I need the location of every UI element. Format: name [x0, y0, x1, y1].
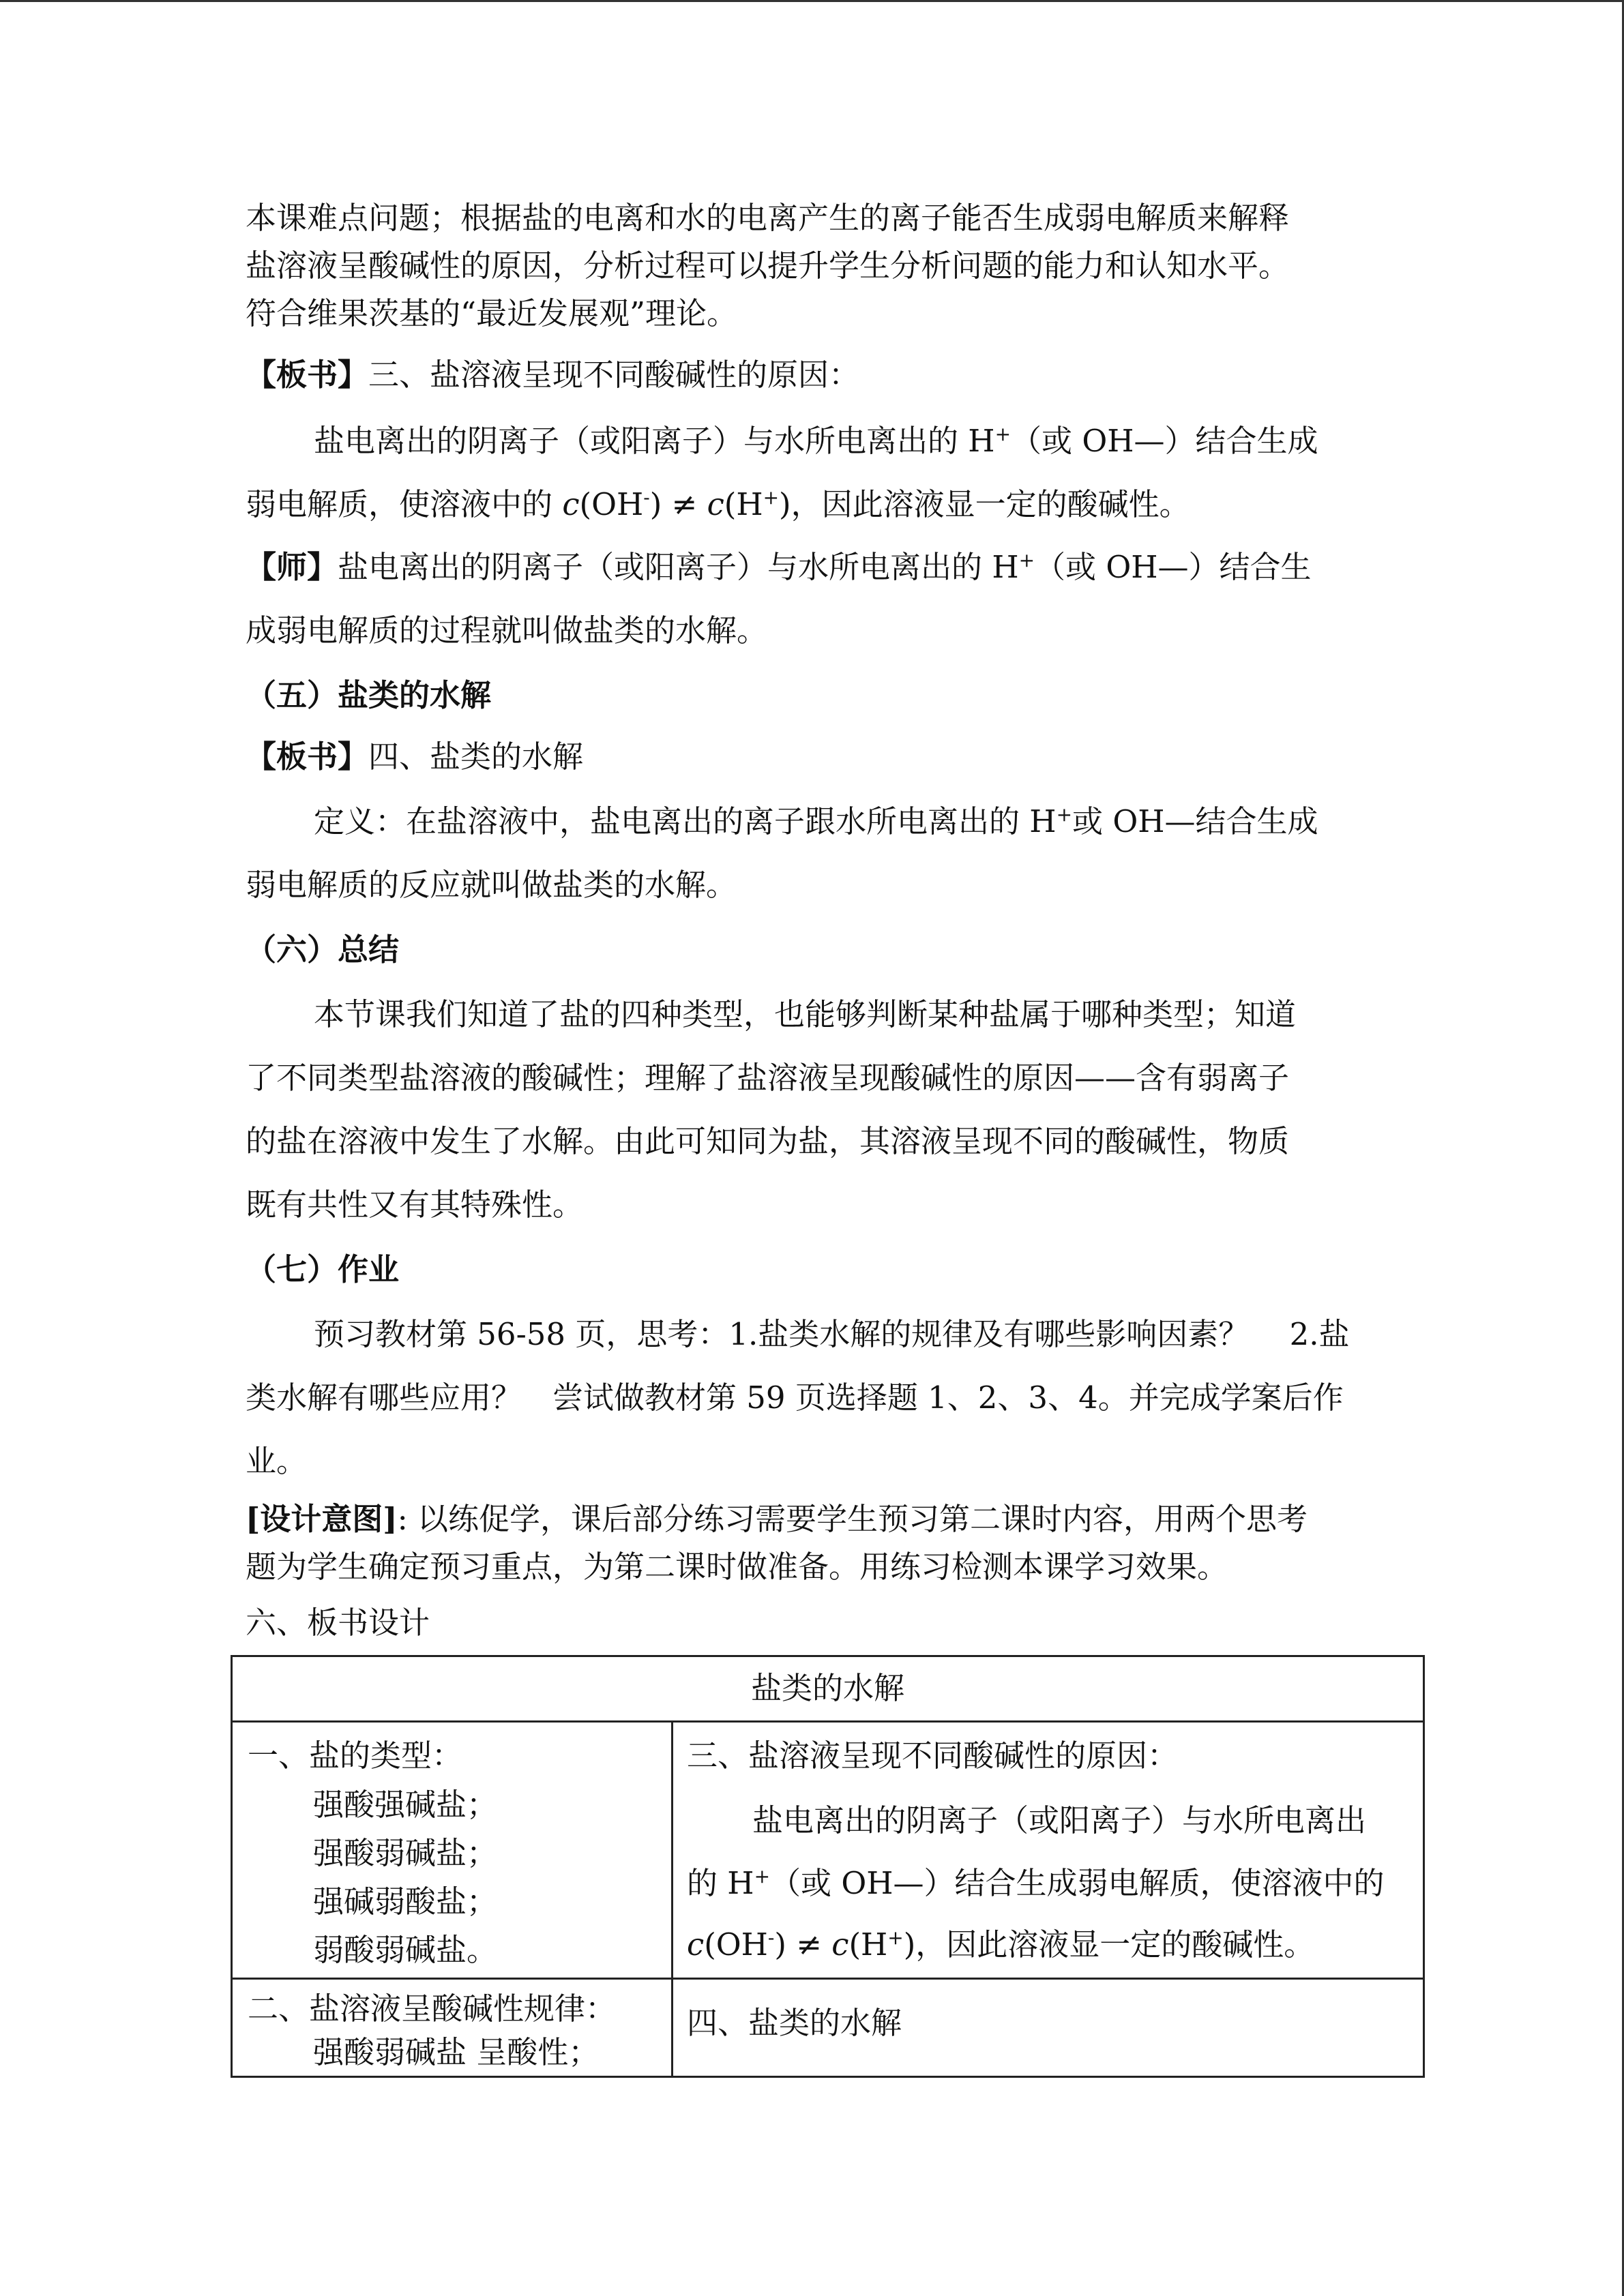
italic-c: c	[707, 486, 724, 522]
superscript: +	[994, 423, 1012, 445]
board-tag: 【板书】	[246, 357, 369, 393]
superscript: +	[763, 486, 780, 509]
text-run: ) ≠	[649, 486, 707, 522]
page-top-border	[0, 0, 1624, 2]
paragraph-line	[246, 1497, 1357, 1541]
table-cell-line: 强酸强碱盐；	[313, 1787, 498, 1823]
text-run: —	[1164, 803, 1196, 839]
table-rule	[671, 1720, 673, 2076]
superscript: +	[1018, 549, 1035, 571]
text-run: 盐电离出的阴离子（或阳离子）与水所电离出的 H	[314, 423, 995, 459]
text-run: —	[1134, 423, 1165, 459]
italic-c: c	[831, 1926, 849, 1963]
text-run: ）结合生成弱电解质，使溶液中的	[924, 1865, 1385, 1901]
paragraph-line: 的盐在溶液中发生了水解。由此可知同为盐，其溶液呈现不同的酸碱性，物质	[246, 1123, 1290, 1159]
table-cell-line	[687, 1923, 1314, 1967]
text-run: (OH	[579, 486, 644, 522]
text-run: ）结合生	[1188, 549, 1312, 585]
paragraph-line: 既有共性又有其特殊性。	[246, 1187, 584, 1223]
table-cell-line	[687, 1862, 1385, 1905]
text-run: （或 OH	[1035, 549, 1158, 585]
board-tag: 【板书】	[246, 739, 369, 775]
table-rule	[233, 1720, 1423, 1723]
board-heading-4	[246, 735, 1357, 779]
table-title: 盐类的水解	[750, 1670, 904, 1706]
text-run: )，因此溶液显一定的酸碱性。	[903, 1926, 1315, 1963]
intent-tag: [设计意图]	[246, 1501, 398, 1537]
paragraph-line: 符合维果茨基的“最近发展观”理论。	[246, 295, 738, 331]
table-cell-line: 强酸弱碱盐；	[313, 1835, 498, 1871]
board-text: 三、盐溶液呈现不同酸碱性的原因：	[368, 357, 860, 393]
paragraph-line	[314, 419, 1426, 463]
paragraph-line: 了不同类型盐溶液的酸碱性；理解了盐溶液呈现酸碱性的原因——含有弱离子	[246, 1060, 1290, 1096]
text-run: 或 OH	[1072, 803, 1165, 839]
section-heading: （六）总结	[246, 931, 400, 968]
board-text: 四、盐类的水解	[368, 739, 584, 775]
board-design-table	[231, 1655, 1425, 2078]
section-heading: （五）盐类的水解	[246, 677, 492, 713]
paragraph-line: 题为学生确定预习重点，为第二课时做准备。用练习检测本课学习效果。	[246, 1549, 1228, 1585]
text-run: ) ≠	[774, 1926, 832, 1963]
table-cell-line: 盐电离出的阴离子（或阳离子）与水所电离出	[752, 1802, 1367, 1838]
board-heading-3	[246, 353, 1357, 397]
table-cell-line: 强碱弱酸盐；	[313, 1883, 498, 1920]
text-run: )，因此溶液显一定的酸碱性。	[779, 486, 1190, 522]
paragraph-line: 弱电解质的反应就叫做盐类的水解。	[246, 867, 737, 903]
table-cell-line: 三、盐溶液呈现不同酸碱性的原因：	[687, 1738, 1179, 1774]
paragraph-line: 成弱电解质的过程就叫做盐类的水解。	[246, 612, 768, 648]
superscript: +	[887, 1926, 904, 1949]
table-rule	[233, 1978, 1423, 1980]
superscript: +	[1056, 803, 1073, 826]
table-cell-line: 强酸弱碱盐 呈酸性；	[313, 2034, 600, 2070]
table-cell-line: 四、盐类的水解	[687, 2005, 902, 2041]
text-run: (OH	[704, 1926, 768, 1963]
text-run: 的 H	[687, 1865, 754, 1901]
superscript: -	[643, 486, 650, 509]
paragraph-line	[314, 800, 1426, 844]
section-heading: （七）作业	[246, 1251, 400, 1287]
italic-c: c	[687, 1926, 705, 1963]
text-run: 结合生成	[1195, 803, 1318, 839]
superscript: -	[767, 1926, 775, 1949]
text-run: : 以练促学，课后部分练习需要学生预习第二课时内容，用两个思考	[397, 1501, 1308, 1537]
paragraph-line: 本课难点问题；根据盐的电离和水的电离产生的离子能否生成弱电解质来解释	[246, 200, 1290, 236]
paragraph-line	[246, 546, 1357, 589]
paragraph-line: 类水解有哪些应用？ 尝试做教材第 59 页选择题 1、2、3、4。并完成学案后作	[246, 1380, 1344, 1416]
superscript: +	[754, 1865, 771, 1888]
table-cell-line: 一、盐的类型：	[248, 1738, 463, 1774]
table-cell-line: 二、盐溶液呈酸碱性规律：	[248, 1991, 617, 2027]
text-run: —	[893, 1865, 924, 1901]
italic-c: c	[562, 486, 580, 522]
teacher-tag: 【师】	[246, 549, 338, 585]
text-run: 盐电离出的阴离子（或阳离子）与水所电离出的 H	[338, 549, 1019, 585]
table-cell-line: 弱酸弱碱盐。	[313, 1932, 498, 1968]
text-run: 弱电解质，使溶液中的	[246, 486, 563, 522]
text-run: —	[1157, 549, 1189, 585]
paragraph-line	[246, 483, 1357, 526]
text-run: (H	[724, 486, 763, 522]
text-run: (H	[848, 1926, 888, 1963]
paragraph-line: 盐溶液呈酸碱性的原因，分析过程可以提升学生分析问题的能力和认知水平。	[246, 248, 1290, 284]
text-run: （或 OH	[1011, 423, 1134, 459]
paragraph-line: 预习教材第 56-58 页，思考：1.盐类水解的规律及有哪些影响因素？ 2.盐	[314, 1316, 1350, 1352]
text-run: ）结合生成	[1164, 423, 1318, 459]
text-run: （或 OH	[770, 1865, 894, 1901]
section-heading: 六、板书设计	[246, 1605, 430, 1641]
paragraph-line: 本节课我们知道了盐的四种类型，也能够判断某种盐属于哪种类型；知道	[314, 996, 1297, 1032]
paragraph-line: 业。	[246, 1443, 308, 1479]
text-run: 定义：在盐溶液中，盐电离出的离子跟水所电离出的 H	[314, 803, 1057, 839]
